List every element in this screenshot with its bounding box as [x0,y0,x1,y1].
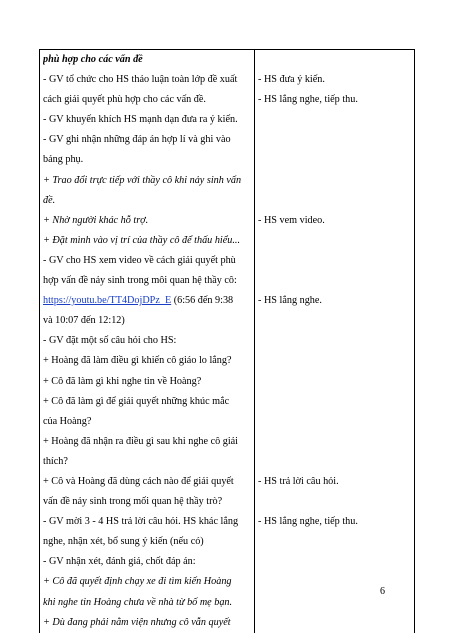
student-response: - HS lắng nghe, tiếp thu. [258,516,358,528]
student-response: - HS lắng nghe. [258,295,322,307]
text-line: thích? [43,455,68,467]
text-line: và 10:07 đến 12:12) [43,315,125,327]
student-response: - HS đưa ý kiến. [258,74,325,86]
text-line: + Cô đã làm gì khi nghe tin về Hoàng? [43,375,202,387]
text-line: + Hoàng đã làm điều gì khiến cô giáo lo lắng? [43,355,232,367]
page-number: 6 [380,586,385,597]
video-reference-line [43,291,252,311]
text-line: + Dù đang phải nằm viện nhưng cô vẫn quyết [43,616,231,628]
time-range-text: (6:56 đến 9:38 [171,295,234,307]
text-line: - GV khuyến khích HS mạnh dạn đưa ra ý kiến. [43,114,238,126]
text-line: + Trao đổi trực tiếp với thầy cô khi nảy sinh vấn [43,174,242,186]
text-line: + Cô đã quyết định chạy xe đi tìm kiến Hoàng [43,576,232,588]
student-response: - HS trả lời câu hỏi. [258,475,339,487]
text-line: đề. [43,194,56,206]
student-response: - HS lắng nghe, tiếp thu. [258,94,358,106]
text-line: hợp vấn đề nảy sinh trong môi quan hệ thầy cô: [43,275,237,287]
text-line: vấn đề nảy sinh trong mối quan hệ thầy trò? [43,496,223,508]
text-line: cách giải quyết phù hợp cho các vấn đề. [43,94,206,106]
text-line: - GV cho HS xem video về cách giải quyết phù [43,254,236,266]
text-line: - GV ghi nhận những đáp án hợp lí và ghi vào [43,134,231,146]
student-response: - HS vem video. [258,214,325,226]
lesson-table [39,49,415,633]
text-line: nghe, nhận xét, bổ sung ý kiến (nếu có) [43,536,204,548]
table-row [40,50,415,633]
text-line: - GV tổ chức cho HS thảo luận toàn lớp đề xuất [43,74,238,86]
video-link[interactable]: https://youtu.be/TT4DojDPz_E [43,295,172,307]
text-line: - GV mời 3 - 4 HS trả lời câu hỏi. HS khác lắng [43,516,239,528]
text-line: + Hoàng đã nhận ra điều gì sau khi nghe cô giải [43,435,239,447]
text-line: khi nghe tin Hoàng chưa về nhà từ bố mẹ bạn. [43,596,233,608]
text-line: + Nhờ người khác hỗ trợ. [43,214,149,226]
teacher-activity-cell [40,50,255,633]
text-line: + Cô đã làm gì để giải quyết những khúc mắc [43,395,230,407]
student-activity-cell [255,50,415,633]
text-line: - GV nhận xét, đánh giá, chốt đáp án: [43,556,196,568]
text-line: của Hoàng? [43,415,92,427]
text-line: - GV đặt một số câu hỏi cho HS: [43,335,177,347]
text-line: bảng phụ. [43,154,84,166]
section-heading: phù hợp cho các vấn đề [43,54,143,65]
text-line: + Đặt mình vào vị trí của thầy cô để thấu hiểu... [43,234,241,246]
text-line: + Cô và Hoàng đã dùng cách nào để giải quyết [43,475,234,487]
